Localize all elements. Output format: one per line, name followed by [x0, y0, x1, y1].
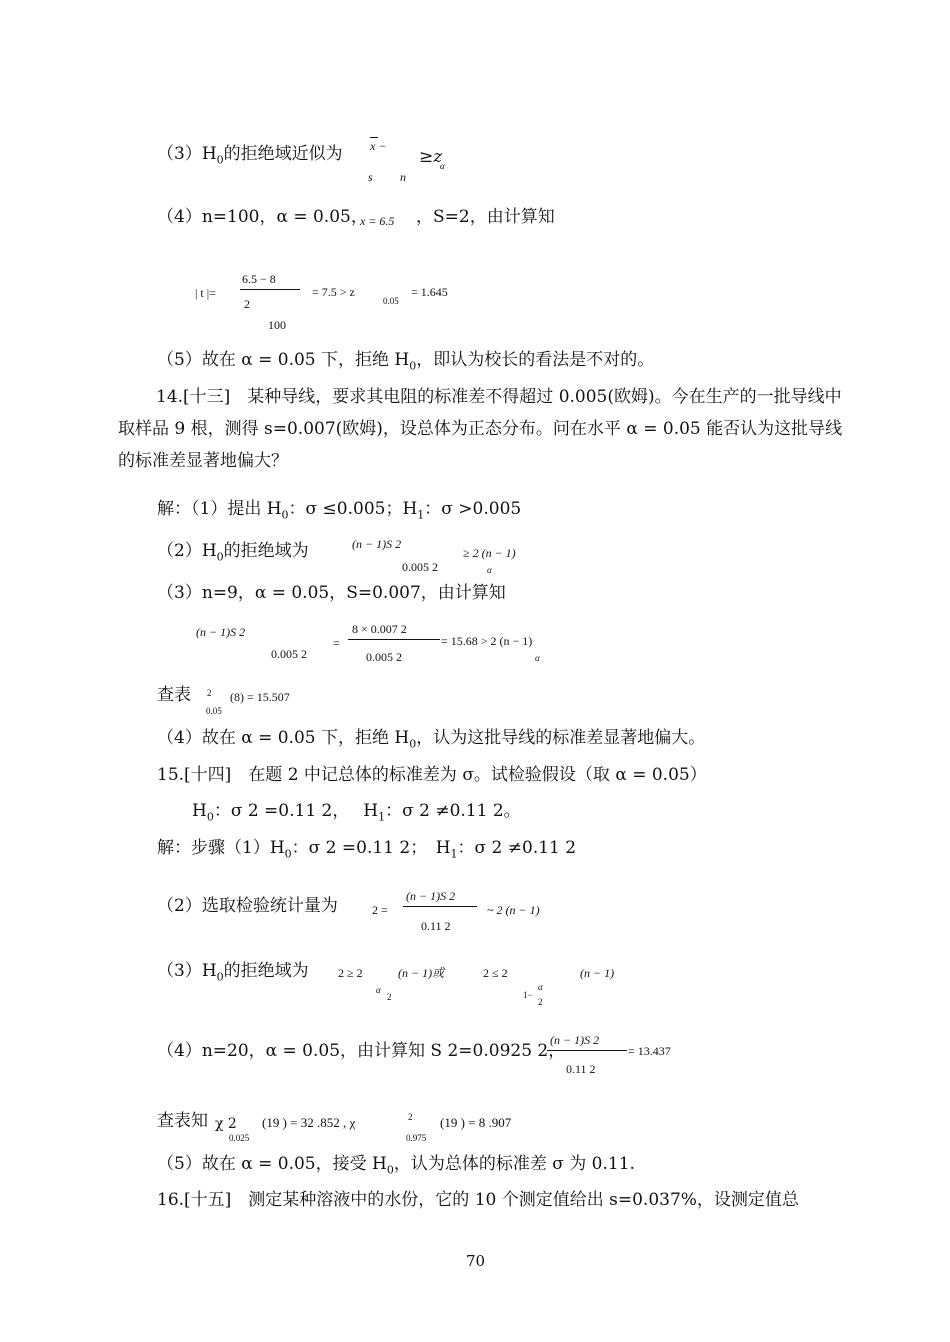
step4-rest: ，S=2，由计算知 [416, 207, 555, 227]
sol15-step5: （5）故在 α = 0.05，接受 $H_0$，认为总体的标准差 σ 为 0.11. [157, 1154, 635, 1177]
frac-s: s [368, 170, 373, 184]
st4-value: = 13.437 [628, 1044, 671, 1058]
sol15-step3: $(3)H_0$的拒绝域为 [157, 961, 309, 984]
st3-alpha1-den: 2 [387, 992, 392, 1002]
t-den-2: 2 [244, 297, 250, 311]
sol15-step1: 解：步骤$(1)H_0$：σ 2 =0.11 2； $H_1$：σ 2 ≠0.11 2 [157, 838, 577, 861]
xbar-overline [370, 137, 378, 138]
chi-1-sub: 0.025 [229, 1133, 250, 1143]
lookup-value: (8) = 15.507 [230, 690, 290, 704]
e1-numerator2: 8 × 0.007 2 [352, 622, 407, 636]
step5-line: （5）故在 α = 0.05 下，拒绝 $H_0$，即认为校长的看法是不对的。 [157, 350, 655, 373]
s2-numerator: (n − 1)S 2 [352, 537, 402, 551]
chi-2-sub: 0.975 [406, 1133, 427, 1143]
e1-denominator: 0.005 2 [271, 647, 307, 661]
st2-denominator: 0.11 2 [421, 919, 451, 933]
chi-1-value: (19 ) = 32 .852 , χ [262, 1115, 356, 1130]
st4-denominator: 0.11 2 [566, 1062, 596, 1076]
st2-lhs: 2 = [372, 903, 388, 917]
e1-equals: = [333, 636, 340, 650]
sol15-step4: （4）n=20，α = 0.05，由计算知 S 2=0.0925 2， [157, 1041, 566, 1061]
t-rhs: = 7.5 > z [312, 285, 355, 299]
frac-n: n [400, 170, 406, 184]
st3-alpha2: α [538, 982, 543, 992]
chi-1: χ 2 [215, 1116, 237, 1132]
problem-15: 15.[十四] 在题 2 中记总体的标准差为 σ。试检验假设（取 α = 0.05） [157, 765, 707, 785]
geq-z: ≥z [419, 147, 443, 167]
check-label: 查表知 [157, 1111, 208, 1131]
step3-line: $(3)H_0$的拒绝域近似为 [157, 144, 343, 167]
st3-region1b: (n − 1)或 [398, 966, 445, 980]
e1-denominator2: 0.005 2 [366, 650, 402, 664]
st2-fraction-bar [403, 906, 477, 907]
s2-alpha: α [487, 565, 492, 575]
x-value: x = 6.5 [360, 214, 395, 228]
sol14-step2: $(2)H_0$的拒绝域为 [157, 541, 309, 564]
chi-2-value: (19 ) = 8 .907 [440, 1115, 512, 1130]
sol14-step3: （3）n=9，α = 0.05，S=0.007，由计算知 [157, 583, 506, 603]
t-fraction-bar [240, 289, 300, 290]
t-numerator: 6.5 − 8 [242, 272, 276, 286]
st3-alpha1: α [376, 985, 381, 995]
alpha-sub: α [440, 161, 445, 171]
e1-fraction-bar [348, 639, 440, 640]
e1-rhs: = 15.68 > 2 (n − 1) [441, 634, 533, 648]
lookup-sub: 0.05 [206, 706, 222, 716]
sol14-step1: 解：（1）提出 $H_0$：σ ≤0.005；$H_1$：σ >0.005 [157, 499, 522, 522]
problem-16: 16.[十五] 测定某种溶液中的水份，它的 10 个测定值给出 s=0.037%，设测定值总 [157, 1190, 799, 1210]
s2-rhs: ≥ 2 (n − 1) [463, 546, 516, 560]
hypothesis-line: $H_0$：σ 2 =0.11 2， $H_1$：σ 2 ≠0.11 2。 [192, 801, 521, 824]
t-z-sub: 0.05 [383, 296, 399, 306]
st4-fraction-bar [547, 1050, 627, 1051]
st3-region1: 2 ≥ 2 [338, 966, 363, 980]
page-number: 70 [466, 1252, 486, 1270]
problem-14: 14.[十三] 某种导线，要求其电阻的标准差不得超过 0.005(欧姆)。今在生产的一批导线中取样品 9 根，测得 s=0.007(欧姆)，设总体为正态分布。问在水平 α = 0.05 能否认为这批导线的标准差显著地偏大？ [118, 387, 843, 471]
e1-alpha: α [535, 653, 540, 663]
s2-denominator: 0.005 2 [402, 560, 438, 574]
st2-numerator: (n − 1)S 2 [406, 889, 456, 903]
e1-numerator: (n − 1)S 2 [196, 625, 246, 639]
st2-rhs: ~ 2 (n − 1) [487, 903, 540, 917]
step4-line: （4）n=100，α = 0.05， [157, 207, 368, 227]
sol14-step4: （4）故在 α = 0.05 下，拒绝 $H_0$，认为这批导线的标准差显著地偏大。 [157, 728, 706, 751]
sol15-step2: （2）选取检验统计量为 [157, 896, 338, 916]
st3-region2b: (n − 1) [580, 966, 615, 980]
lookup-label: 查表 [157, 685, 191, 705]
st3-region2: 2 ≤ 2 [483, 966, 508, 980]
st3-alpha2-den: 2 [538, 997, 543, 1007]
st4-numerator: (n − 1)S 2 [550, 1033, 600, 1047]
st3-one-minus: 1− [523, 990, 533, 1000]
t-value: = 1.645 [411, 285, 448, 299]
chi-2-sup: 2 [408, 1112, 413, 1122]
t-abs: | t |= [195, 286, 216, 300]
frac-top: x − [370, 139, 387, 153]
t-den-100: 100 [268, 318, 286, 332]
lookup-sup: 2 [207, 688, 212, 698]
